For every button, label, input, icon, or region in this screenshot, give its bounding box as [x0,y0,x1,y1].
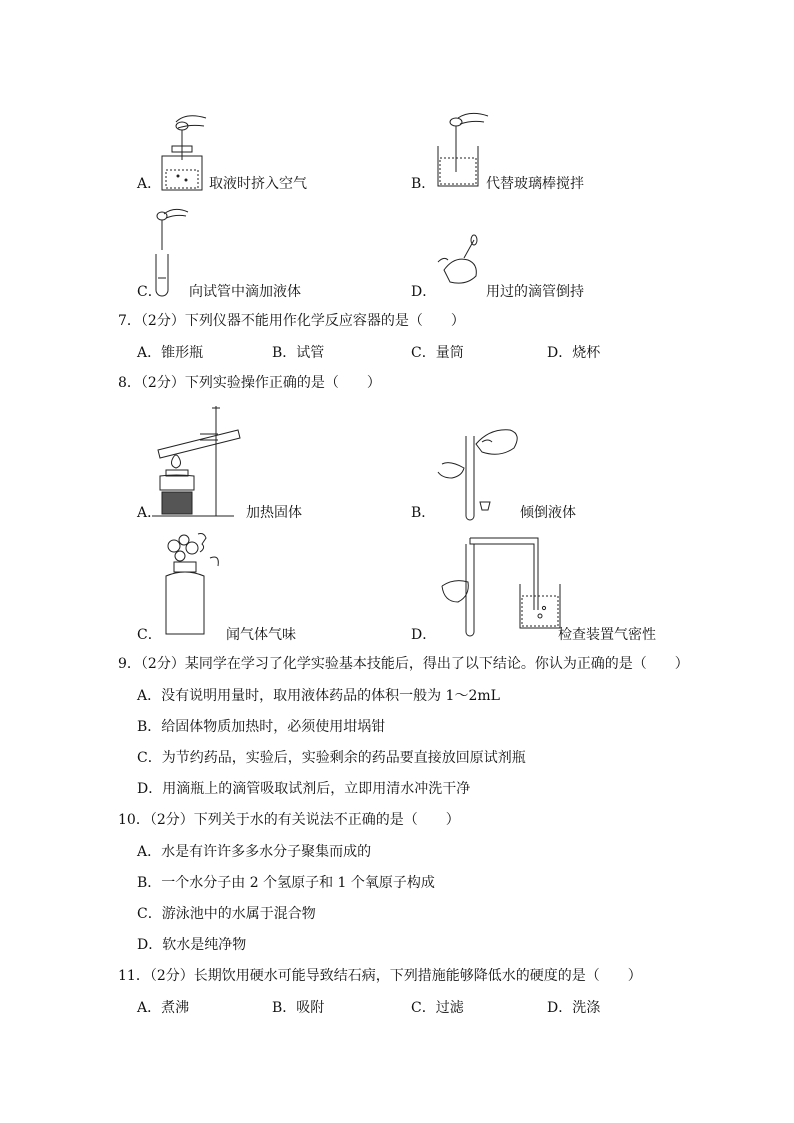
q8-option-d-letter: D． [411,627,437,643]
q8-option-b-letter: B． [411,505,436,521]
pouring-liquid-illustration [436,424,522,520]
q6-option-c-letter: C． [137,284,162,300]
smelling-gas-illustration [162,528,224,638]
q8-option-a-caption: 加热固体 [246,505,302,521]
dropper-bottle-squeeze-illustration [158,108,210,194]
q6-option-a-letter: A． [137,176,162,192]
q10-stem: 10．（2分）下列关于水的有关说法不正确的是（ ） [118,812,460,828]
q6-option-a-caption: 取液时挤入空气 [209,176,307,192]
q9-option-d: D．用滴瓶上的滴管吸取试剂后，立即用清水冲洗干净 [137,781,471,797]
q11-stem: 11．（2分）长期饮用硬水可能导致结石病，下列措施能够降低水的硬度的是（ ） [118,968,642,984]
q7-stem: 7．（2分）下列仪器不能用作化学反应容器的是（ ） [118,313,465,329]
q6-option-d-caption: 用过的滴管倒持 [486,284,584,300]
q8-option-c-letter: C． [137,627,162,643]
q6-option-c-caption: 向试管中滴加液体 [189,284,301,300]
q11-option-c: C．过滤 [411,1000,464,1016]
q7-option-d: D．烧杯 [547,345,601,361]
q11-option-d: D．洗涤 [547,1000,601,1016]
heating-solid-apparatus-illustration [150,404,236,520]
q6-option-b-letter: B． [411,176,436,192]
q8-option-a-letter: A． [137,505,162,521]
dropper-stirring-beaker-illustration [436,108,490,194]
dropper-held-inverted-illustration [436,236,488,294]
q6-option-b-caption: 代替玻璃棒搅拌 [486,176,584,192]
q9-stem: 9．（2分）某同学在学习了化学实验基本技能后，得出了以下结论。你认为正确的是（ ） [118,656,689,672]
q10-option-a: A．水是有许许多多水分子聚集而成的 [137,844,372,860]
q9-option-c: C．为节约药品，实验后，实验剩余的药品要直接放回原试剂瓶 [137,750,526,766]
q10-option-d: D．软水是纯净物 [137,937,247,953]
q8-option-d-caption: 检查装置气密性 [558,627,656,643]
q11-option-b: B．吸附 [272,1000,325,1016]
q10-option-b: B．一个水分子由 2 个氢原子和 1 个氧原子构成 [137,875,435,891]
q8-option-c-caption: 闻气体气味 [226,627,296,643]
airtightness-check-illustration [436,534,560,638]
q10-option-c: C．游泳池中的水属于混合物 [137,906,316,922]
q9-option-a: A．没有说明用量时，取用液体药品的体积一般为 1～2mL [137,688,500,704]
q6-option-d-letter: D． [411,284,437,300]
q7-option-c: C．量筒 [411,345,464,361]
q8-option-b-caption: 倾倒液体 [520,505,576,521]
q7-option-b: B．试管 [272,345,325,361]
dropper-into-test-tube-illustration [150,204,192,298]
q11-option-a: A．煮沸 [137,1000,190,1016]
q8-stem: 8．（2分）下列实验操作正确的是（ ） [118,375,381,391]
q7-option-a: A．锥形瓶 [137,345,204,361]
q9-option-b: B．给固体物质加热时，必须使用坩埚钳 [137,719,386,735]
